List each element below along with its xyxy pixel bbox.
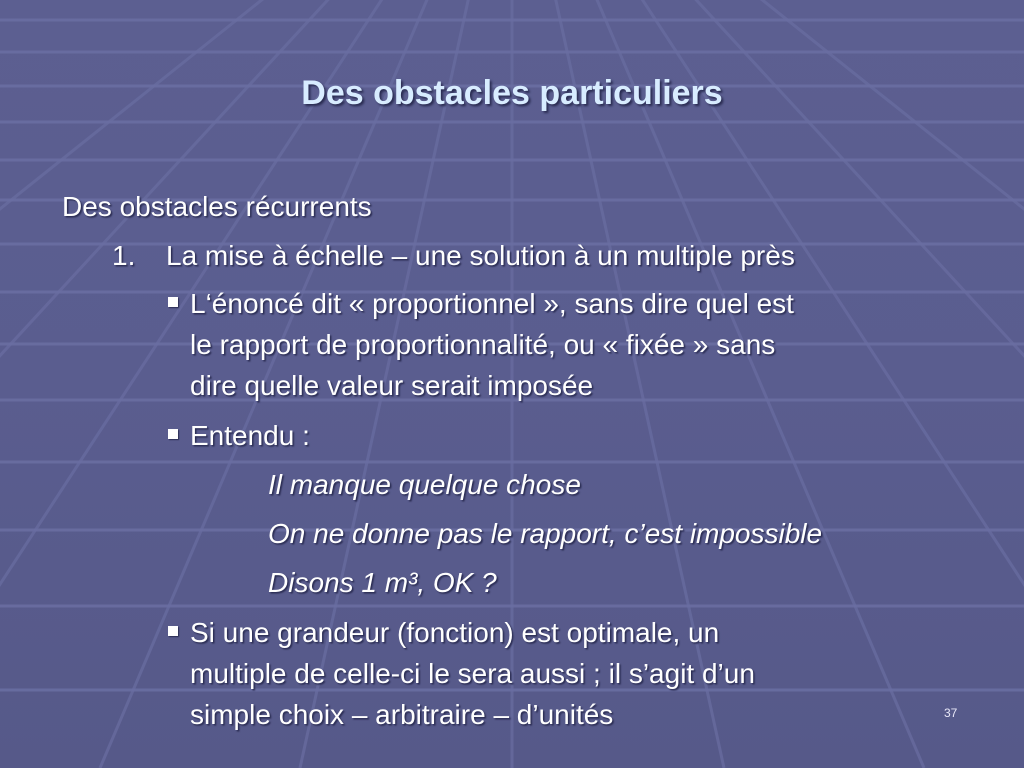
page-number: 37 [944,706,958,720]
slide-title: Des obstacles particuliers [301,74,723,112]
square-bullet-icon [168,429,178,439]
square-bullet-icon [168,297,178,307]
numbered-item-number: 1. [112,240,136,271]
bullet1-line1: L‘énoncé dit « proportionnel », sans dire quel est [190,288,794,319]
bullet1-line2: le rapport de proportionnalité, ou « fixée » sans [190,329,776,360]
quote-line: On ne donne pas le rapport, c’est impossible [268,518,823,549]
square-bullet-icon [168,626,178,636]
bullet2-text: Entendu : [190,420,310,451]
bullet1-line3: dire quelle valeur serait imposée [190,370,594,401]
bullet3-line2: multiple de celle-ci le sera aussi ; il s’agit d’un [190,658,755,689]
quote-line: Disons 1 m³, OK ? [268,567,497,598]
numbered-item-text: La mise à échelle – une solution à un multiple près [166,240,795,271]
level1-heading: Des obstacles récurrents [62,191,372,222]
bullet3-line1: Si une grandeur (fonction) est optimale, un [190,617,720,648]
quote-line: Il manque quelque chose [268,469,581,500]
bullet3-line3: simple choix – arbitraire – d’unités [190,699,614,730]
